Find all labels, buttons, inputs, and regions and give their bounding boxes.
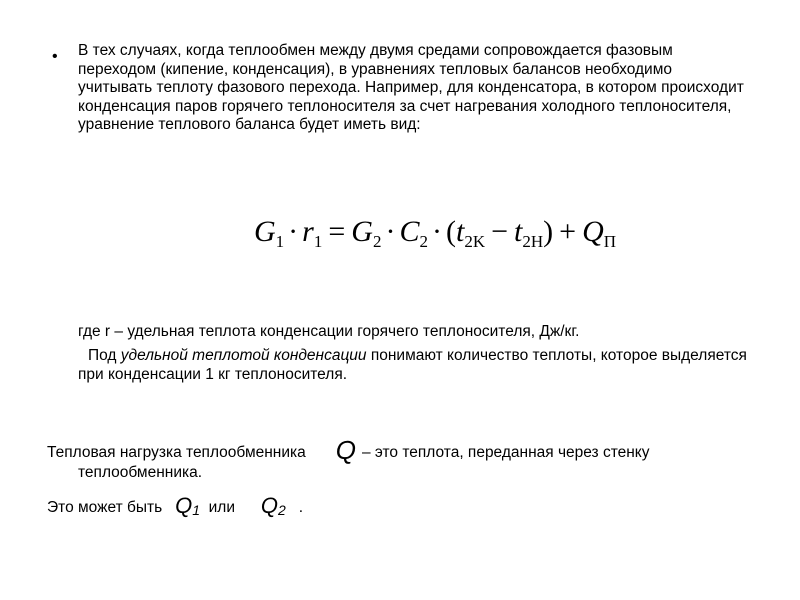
formula-dot: ·: [431, 215, 442, 248]
formula-t2k: t: [455, 215, 465, 248]
maybe-prefix: Это может быть: [47, 499, 163, 516]
formula-g2-sub: 2: [372, 232, 382, 251]
formula-plus: +: [559, 215, 577, 248]
formula-g2: G: [351, 215, 373, 248]
formula-g1: G: [254, 215, 276, 248]
formula-qp-sub: П: [603, 232, 617, 251]
formula-g1-sub: 1: [275, 232, 285, 251]
where-line: где r – удельная теплота конденсации горячего теплоносителя, Дж/кг.: [78, 323, 580, 340]
heat-balance-formula: [254, 214, 616, 250]
q2-symbol: $Q_2$: [260, 493, 286, 518]
formula-c2: C: [399, 215, 420, 248]
formula-equals: =: [328, 215, 346, 248]
maybe-end: .: [298, 499, 304, 516]
bullet-marker: •: [52, 48, 58, 65]
definition-suffix: понимают количество теплоты, которое выделяется при конденсации 1 кг теплоносителя.: [78, 347, 747, 383]
formula-c2-sub: 2: [419, 232, 428, 251]
bullet-text: В тех случаях, когда теплообмен между двумя средами сопровождается фазовым переходом (кипение, конденсация), в уравнениях тепловых балансов необходимо учитывать теплоту фазового перехода. Например, для конденсатора, в котором происходит конденсация паров горячего теплоносителя за счет нагревания холодного теплоносителя, уравнение теплового баланса будет иметь вид:: [78, 42, 744, 133]
formula-lparen: (: [445, 215, 456, 248]
formula-r1: r: [302, 215, 314, 248]
heat-load-prefix: Тепловая нагрузка теплообменника: [47, 444, 306, 461]
formula-t2k-sub: 2K: [464, 232, 486, 251]
heat-load-suffix: – это теплота, переданная через стенку: [361, 444, 650, 461]
formula-t2n-sub: 2H: [522, 232, 544, 251]
heat-load-paragraph: [47, 435, 747, 483]
heat-load-symbol: Q: [335, 435, 356, 465]
formula-r1-sub: 1: [313, 232, 323, 251]
maybe-line: [47, 494, 303, 522]
q1-symbol: $Q_1$: [175, 493, 201, 518]
formula-dot: ·: [288, 215, 299, 248]
definition-paragraph: [78, 347, 758, 384]
formula-minus: −: [491, 215, 509, 248]
formula-t2n: t: [514, 215, 523, 248]
maybe-or: или: [208, 499, 236, 516]
formula-rparen: ): [543, 215, 554, 248]
formula-qp: Q: [582, 215, 604, 248]
definition-term: удельной теплотой конденсации: [120, 347, 367, 364]
definition-prefix: Под: [88, 347, 121, 364]
formula-dot: ·: [385, 215, 396, 248]
heat-load-line2: теплообменника.: [78, 464, 203, 481]
